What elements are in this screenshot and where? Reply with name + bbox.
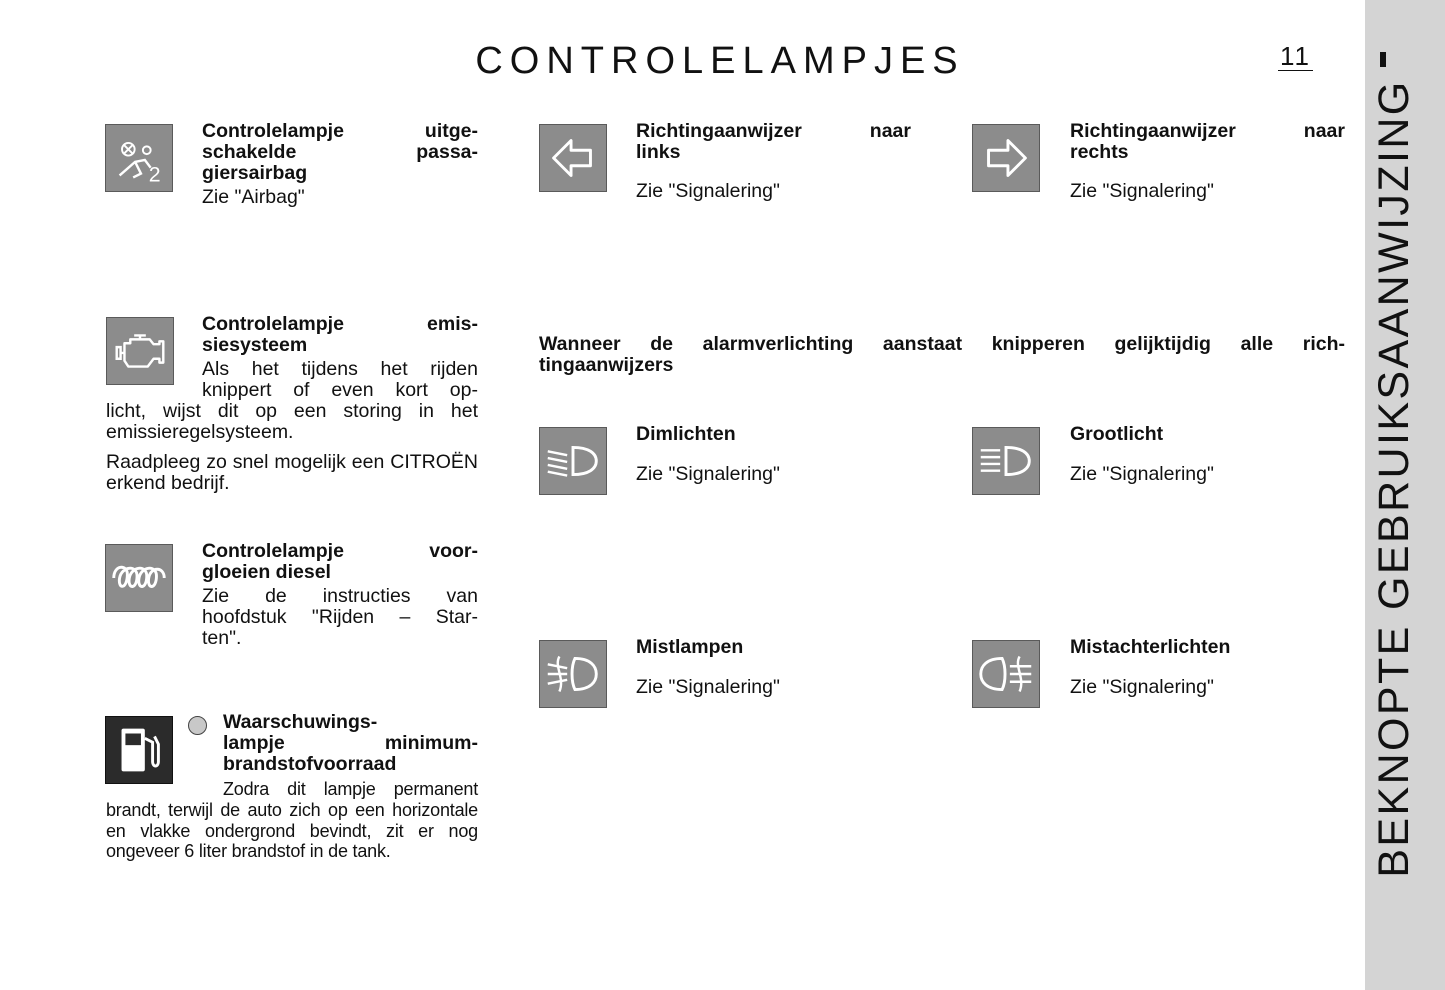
side-tab-marker xyxy=(1380,52,1386,67)
turn-left-heading: Richtingaanwijzer naar links xyxy=(636,120,911,163)
fuel-text-rest: brandt, terwijl de auto zich op een horizontale en vlakke ondergrond bevindt, zit er nog ongeveer 6 liter brandstof in de tank. xyxy=(106,800,478,861)
rear-fog-heading: Mistachterlichten xyxy=(1070,636,1231,658)
arrow-left-icon xyxy=(539,124,607,192)
rear-fog-reference: Zie "Signalering" xyxy=(1070,676,1214,698)
turn-right-reference: Zie "Signalering" xyxy=(1070,180,1214,202)
svg-text:2: 2 xyxy=(148,162,161,187)
emission-heading: Controlelampje emis- siesysteem xyxy=(202,313,478,356)
amber-dot-icon xyxy=(188,716,207,735)
airbag-heading: Controlelampje uitge- schakelde passa- giersairbag xyxy=(202,120,478,184)
turn-left-reference: Zie "Signalering" xyxy=(636,180,780,202)
fuel-heading: Waarschuwings- lampje minimum- brandstofvoorraad xyxy=(223,711,478,775)
dipped-beam-icon xyxy=(539,427,607,495)
front-fog-reference: Zie "Signalering" xyxy=(636,676,780,698)
engine-icon xyxy=(106,317,174,385)
glow-plug-icon xyxy=(105,544,173,612)
emission-text-rest: licht, wijst dit op een storing in het emissieregelsysteem. xyxy=(106,400,478,443)
page-number: 11 xyxy=(1280,41,1311,71)
arrow-right-icon xyxy=(972,124,1040,192)
turn-right-heading: Richtingaanwijzer naar rechts xyxy=(1070,120,1345,163)
rear-fog-icon xyxy=(972,640,1040,708)
main-beam-heading: Grootlicht xyxy=(1070,423,1164,445)
emission-advice: Raadpleeg zo snel mogelijk een CITROËN erkend bedrijf. xyxy=(106,451,478,494)
main-beam-reference: Zie "Signalering" xyxy=(1070,463,1214,485)
airbag-reference: Zie "Airbag" xyxy=(202,186,305,208)
preheat-heading: Controlelampje voor- gloeien diesel xyxy=(202,540,478,583)
hazard-note: Wanneer de alarmverlichting aanstaat knipperen gelijktijdig alle rich- tingaanwijzers xyxy=(539,333,1345,376)
front-fog-icon xyxy=(539,640,607,708)
front-fog-heading: Mistlampen xyxy=(636,636,744,658)
page-title: CONTROLELAMPJES xyxy=(475,40,965,82)
dipped-beam-heading: Dimlichten xyxy=(636,423,736,445)
emission-text-start: Als het tijdens het rijden knippert of even kort op- xyxy=(202,358,478,401)
passenger-airbag-off-icon xyxy=(105,124,173,192)
fuel-text-start: Zodra dit lampje permanent xyxy=(223,779,478,799)
preheat-text: Zie de instructies van hoofdstuk "Rijden – Star- ten". xyxy=(202,585,478,649)
main-beam-icon xyxy=(972,427,1040,495)
dipped-beam-reference: Zie "Signalering" xyxy=(636,463,780,485)
fuel-pump-icon xyxy=(105,716,173,784)
side-tab-label: BEKNOPTE GEBRUIKSAANWIJZING xyxy=(1369,79,1418,878)
